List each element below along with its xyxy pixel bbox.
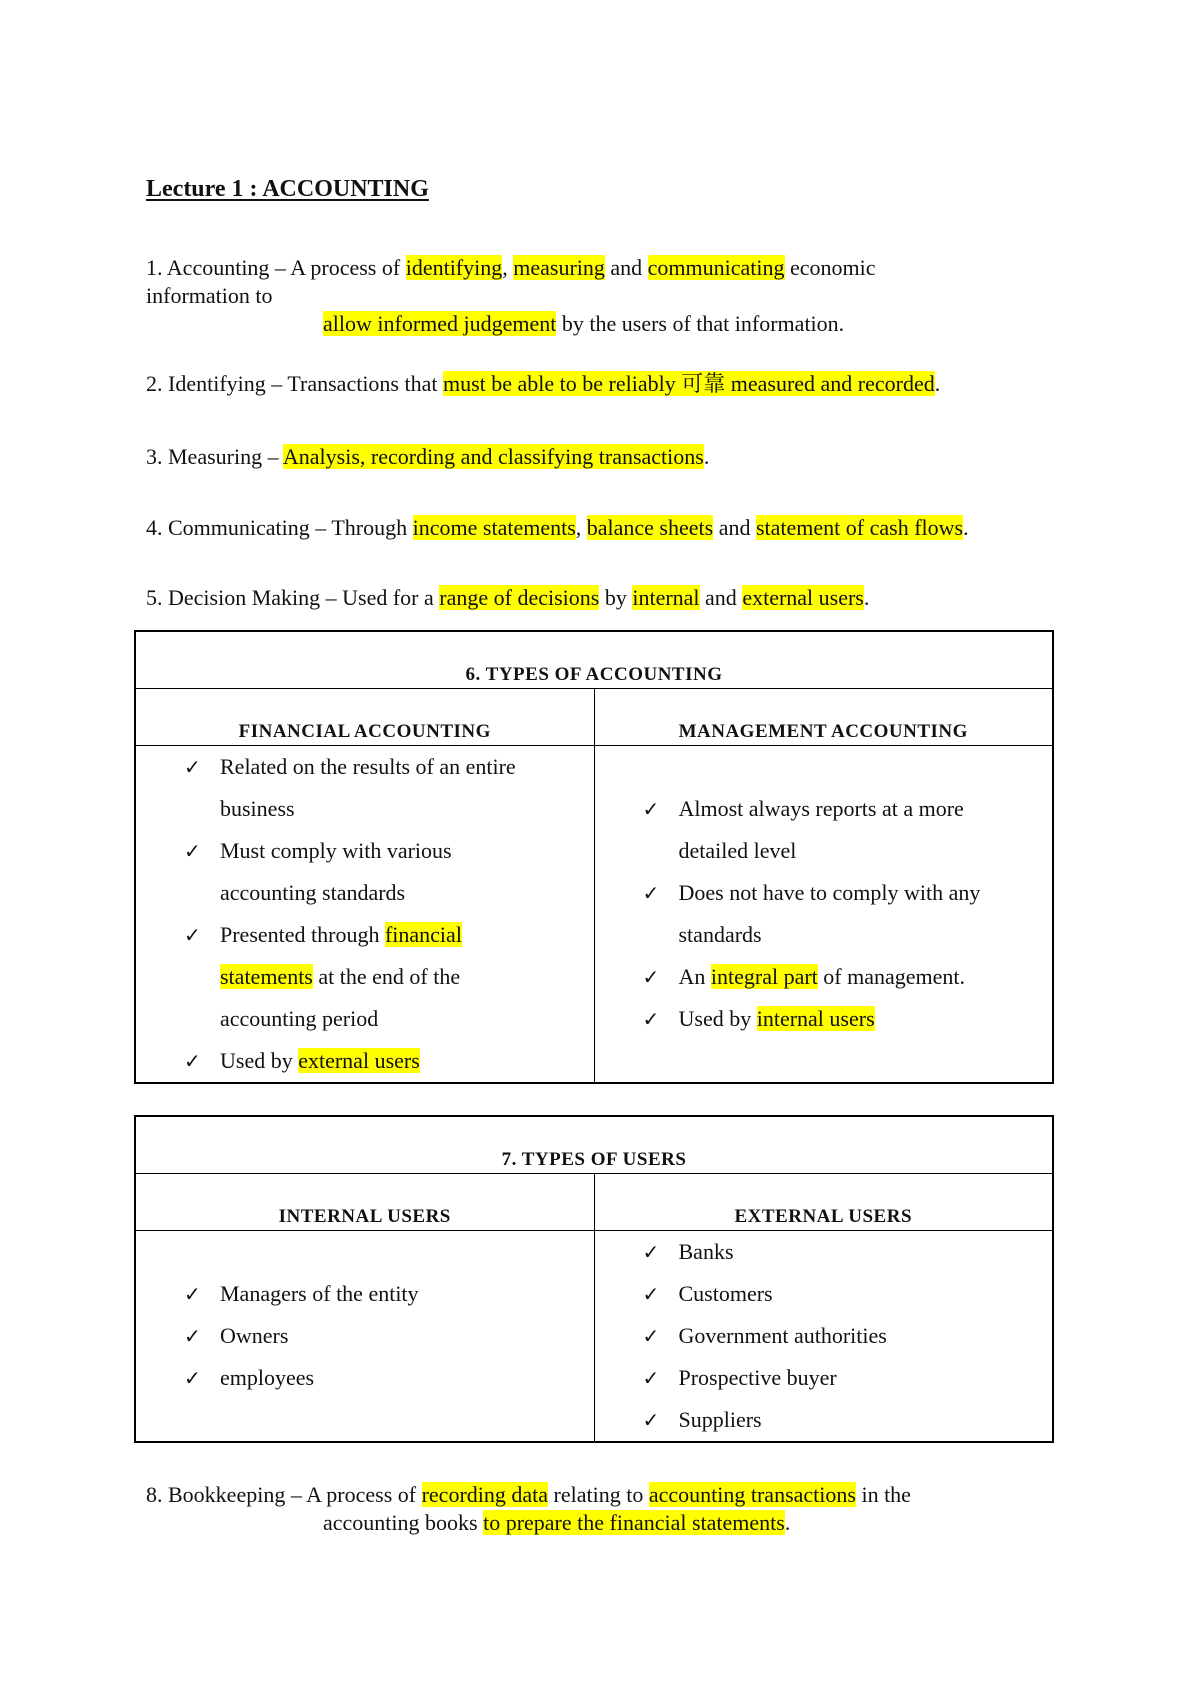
checkmark-icon: ✓: [184, 1282, 201, 1306]
column-header: INTERNAL USERS: [135, 1174, 594, 1231]
list-item: ✓ Used by internal users: [643, 998, 1043, 1040]
checkmark-icon: ✓: [642, 881, 660, 905]
highlight: range of decisions: [439, 585, 600, 610]
highlight: internal users: [756, 1006, 875, 1031]
definition-bookkeeping: 8. Bookkeeping – A process of recording data relating to accounting transactions in the: [146, 1482, 911, 1507]
internal-users-cell: [135, 1231, 594, 1443]
list-item: ✓ Almost always reports at a more detailed level: [643, 788, 1043, 872]
table-heading: 7. TYPES OF USERS: [135, 1116, 1053, 1174]
types-of-users-table: [134, 1115, 1054, 1443]
list-item: ✓ Prospective buyer: [643, 1357, 1043, 1399]
highlight: internal: [632, 585, 700, 610]
definition-accounting: 1. Accounting – A process of identifying, measuring and communicating economic: [146, 255, 876, 280]
highlight: to prepare the financial statements: [483, 1510, 785, 1535]
definition-identifying: 2. Identifying – Transactions that must be able to be reliably 可靠 measured and recorded.: [146, 371, 941, 396]
checkmark-icon: ✓: [642, 1408, 660, 1432]
checkmark-icon: ✓: [642, 1324, 660, 1348]
highlight: must be able to be reliably 可靠 measured and recorded: [442, 371, 935, 396]
highlight: balance sheets: [586, 515, 714, 540]
list-item: ✓ Customers: [643, 1273, 1043, 1315]
checkmark-icon: ✓: [642, 1240, 660, 1264]
list-item: ✓ An integral part of management.: [643, 956, 1043, 998]
list-item: ✓ Used by external users: [184, 1040, 584, 1082]
list-item: ✓ Suppliers: [643, 1399, 1043, 1441]
highlight: measuring: [513, 255, 605, 280]
checkmark-icon: ✓: [642, 1282, 660, 1306]
checkmark-icon: ✓: [184, 1324, 201, 1348]
highlight: statement of cash flows: [755, 515, 964, 540]
external-users-cell: [594, 1231, 1053, 1443]
financial-accounting-cell: [135, 746, 594, 1084]
checkmark-icon: ✓: [184, 755, 201, 779]
column-header: EXTERNAL USERS: [594, 1174, 1053, 1231]
highlight: allow informed judgement: [323, 311, 557, 336]
definition-bookkeeping-line2: accounting books to prepare the financial statements.: [323, 1510, 791, 1535]
list-item: ✓ Presented through financial statements at the end of the accounting period: [184, 914, 584, 1040]
types-of-accounting-table: [134, 630, 1054, 1084]
highlight: accounting transactions: [648, 1482, 856, 1507]
checkmark-icon: ✓: [642, 1366, 660, 1390]
highlight: financial: [384, 922, 462, 947]
checkmark-icon: ✓: [184, 1366, 201, 1390]
page-title: Lecture 1 : ACCOUNTING: [146, 176, 429, 202]
list-item: ✓ Banks: [643, 1231, 1043, 1273]
highlight: communicating: [647, 255, 785, 280]
list-item: ✓ Government authorities: [643, 1315, 1043, 1357]
highlight: identifying: [405, 255, 503, 280]
highlight: integral part: [710, 964, 818, 989]
highlight: external users: [298, 1048, 420, 1073]
list-item: ✓ Must comply with various accounting standards: [184, 830, 584, 914]
highlight: income statements: [412, 515, 576, 540]
table-heading: 6. TYPES OF ACCOUNTING: [135, 631, 1053, 689]
list-item: ✓ Related on the results of an entire business: [184, 746, 584, 830]
checkmark-icon: ✓: [642, 797, 660, 821]
list-item: ✓ Managers of the entity: [184, 1273, 584, 1315]
checkmark-icon: ✓: [184, 839, 201, 863]
highlight: external users: [742, 585, 864, 610]
list-item: ✓ Owners: [184, 1315, 584, 1357]
checkmark-icon: ✓: [642, 1007, 660, 1031]
column-header: MANAGEMENT ACCOUNTING: [594, 689, 1053, 746]
list-item: ✓ employees: [184, 1357, 584, 1399]
highlight: statements: [220, 964, 313, 989]
definition-communicating: 4. Communicating – Through income statements, balance sheets and statement of cash flows.: [146, 515, 969, 540]
list-item: ✓ Does not have to comply with any standards: [643, 872, 1043, 956]
definition-measuring: 3. Measuring – Analysis, recording and classifying transactions.: [146, 444, 710, 469]
definition-accounting-line3: allow informed judgement by the users of that information.: [323, 311, 845, 336]
checkmark-icon: ✓: [184, 923, 201, 947]
highlight: recording data: [421, 1482, 549, 1507]
checkmark-icon: ✓: [184, 1049, 201, 1073]
management-accounting-cell: [594, 746, 1053, 1084]
checkmark-icon: ✓: [642, 965, 660, 989]
definition-decision-making: 5. Decision Making – Used for a range of decisions by internal and external users.: [146, 585, 870, 610]
highlight: Analysis, recording and classifying transactions: [282, 444, 704, 469]
column-header: FINANCIAL ACCOUNTING: [135, 689, 594, 746]
definition-accounting-line2: information to: [146, 283, 273, 308]
